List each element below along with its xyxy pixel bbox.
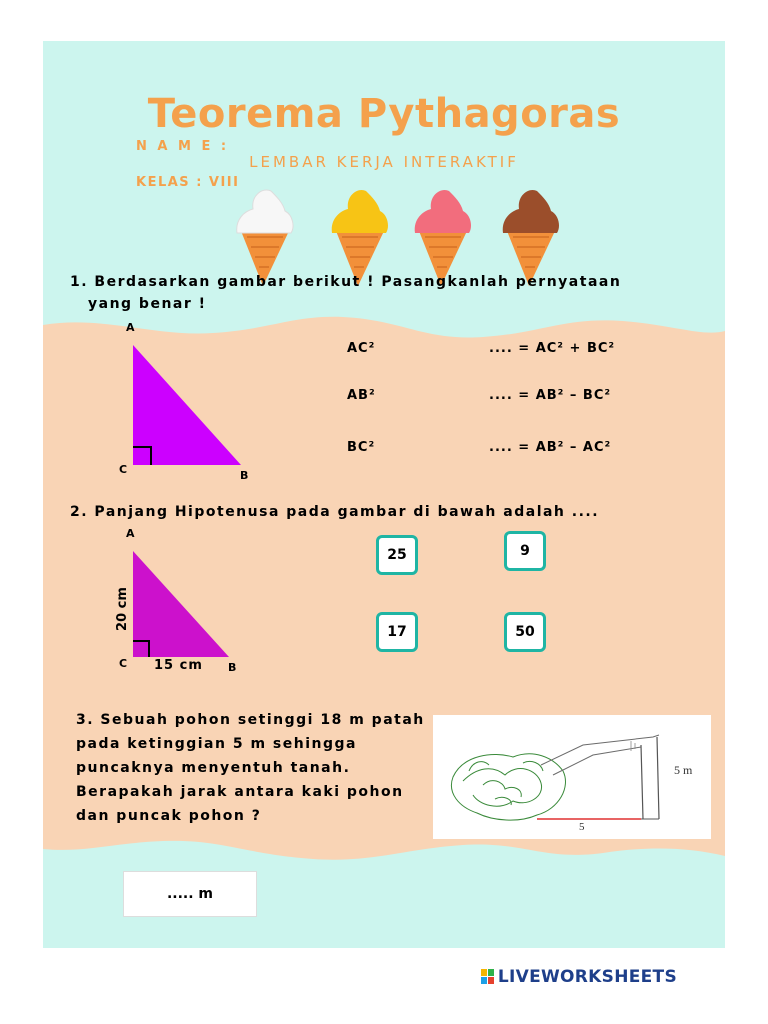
q1-text: 1. Berdasarkan gambar berikut ! Pasangkanlah pernyataan (70, 274, 622, 290)
page-title: Teorema Pythagoras (147, 91, 621, 137)
liveworksheets-logo (481, 967, 677, 987)
q2-vertex-a: A (126, 527, 135, 540)
q1-right-item[interactable]: .... = AB² – BC² (489, 388, 612, 403)
q1-left-item[interactable]: AB² (347, 388, 376, 403)
liveworksheets-logo-text: LIVEWORKSHEETS (497, 967, 677, 987)
q1-right-item[interactable]: .... = AC² + BC² (489, 341, 616, 356)
q2-triangle (131, 549, 236, 661)
q1-right-item[interactable]: .... = AB² – AC² (489, 440, 612, 455)
q1-triangle (131, 339, 246, 469)
q2-option-50[interactable]: 50 (504, 612, 546, 652)
broken-tree-drawing (433, 715, 711, 839)
q2-text: 2. Panjang Hipotenusa pada gambar di bawah adalah .... (70, 504, 600, 520)
q1-vertex-c: C (119, 463, 128, 476)
name-label: N A M E : (136, 139, 230, 154)
q2-side-vertical-label: 20 cm (114, 587, 130, 631)
q3-line: dan puncak pohon ? (76, 808, 262, 824)
q1-vertex-b: B (240, 469, 249, 482)
worksheet (43, 41, 725, 987)
q2-vertex-b: B (228, 661, 237, 674)
q1-left-item[interactable]: BC² (347, 440, 376, 455)
q2-option-17[interactable]: 17 (376, 612, 418, 652)
q3-figure (433, 715, 711, 839)
q1-left-item[interactable]: AC² (347, 341, 376, 356)
q1-vertex-a: A (126, 321, 135, 334)
q2-vertex-c: C (119, 657, 128, 670)
q3-figure-height-label: 5 m (674, 763, 693, 777)
q1-text-2: yang benar ! (88, 296, 207, 312)
class-label: KELAS : VIII (136, 175, 240, 190)
q3-line: 3. Sebuah pohon setinggi 18 m patah (76, 712, 425, 728)
q3-line: Berapakah jarak antara kaki pohon (76, 784, 404, 800)
q2-option-9[interactable]: 9 (504, 531, 546, 571)
q3-line: puncaknya menyentuh tanah. (76, 760, 351, 776)
q2-option-25[interactable]: 25 (376, 535, 418, 575)
q2-side-horizontal-label: 15 cm (154, 658, 203, 673)
q3-line: pada ketinggian 5 m sehingga (76, 736, 357, 752)
liveworksheets-logo-icon (481, 969, 495, 985)
page-subtitle: LEMBAR KERJA INTERAKTIF (249, 153, 519, 171)
q3-figure-base-label: 5 (579, 821, 585, 833)
q3-answer-field[interactable]: ..... m (123, 871, 257, 917)
